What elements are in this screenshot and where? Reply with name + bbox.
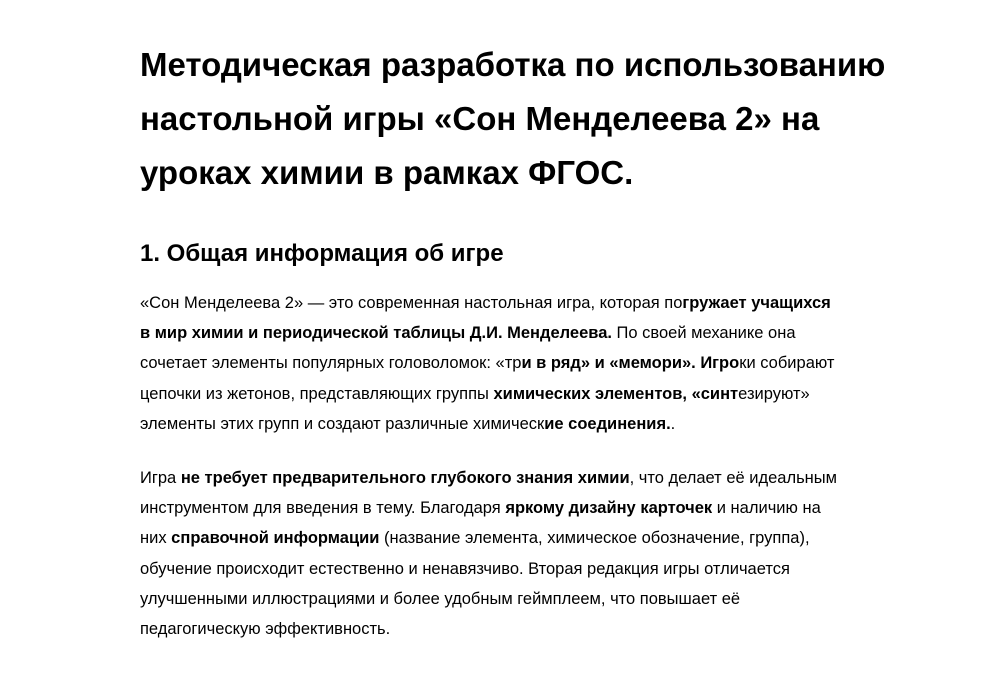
bold-run: справочной информации — [171, 529, 380, 548]
paragraph-line — [140, 318, 940, 348]
text-run: Игра — [140, 469, 181, 487]
bold-run: гружает учащихся — [682, 294, 831, 312]
text-run: инструментом для введения в тему. Благодаря — [140, 499, 506, 518]
bold-run: и в ряд» и «мемори». Игро — [521, 354, 740, 373]
title-line: Методическая разработка по использованию — [140, 46, 886, 83]
paragraph-line — [140, 493, 940, 523]
text-run: , что делает её идеальным — [629, 469, 837, 487]
text-run: ки собирают — [739, 354, 835, 373]
bold-run: в мир химии и периодической таблицы Д.И. Менделеева. — [140, 324, 612, 343]
text-run: элементы этих групп и создают различные химическ — [140, 414, 545, 433]
text-run: улучшенными иллюстрациями и более удобным геймплеем, что повышает её — [140, 589, 741, 608]
paragraph-line — [140, 379, 940, 409]
paragraph-line — [140, 348, 940, 378]
bold-run: не требует предварительного глубокого знания химии — [180, 469, 630, 487]
title-line: настольной игры «Сон Менделеева 2» на — [140, 100, 820, 137]
paragraph-line — [140, 554, 940, 584]
paragraph-line — [140, 409, 940, 439]
title-line: уроках химии в рамках ФГОС. — [140, 154, 634, 191]
text-run: цепочки из жетонов, представляющих группы — [140, 384, 494, 403]
paragraph-line — [140, 614, 940, 644]
text-run: «Сон Менделеева 2» — это современная настольная игра, которая по — [140, 294, 683, 312]
section-heading: 1. Общая информация об игре — [140, 240, 504, 267]
bold-run: ие соединения. — [544, 414, 671, 433]
text-run: педагогическую эффективность. — [140, 620, 391, 639]
text-run: (название элемента, химическое обозначение, группа), — [379, 529, 810, 548]
paragraph-2 — [140, 463, 940, 644]
bold-run: яркому дизайну карточек — [505, 499, 713, 518]
text-run: . — [670, 414, 676, 433]
document-title — [140, 38, 940, 200]
text-run: обучение происходит естественно и ненавязчиво. Вторая редакция игры отличается — [140, 559, 790, 578]
paragraph-line — [140, 584, 940, 614]
text-run: них — [140, 529, 172, 548]
paragraph-1 — [140, 288, 940, 439]
bold-run: химических элементов, «синт — [493, 384, 739, 403]
paragraph-line — [140, 463, 940, 493]
paragraph-line — [140, 288, 940, 318]
text-run: и наличию на — [712, 499, 821, 518]
paragraph-line — [140, 523, 940, 553]
text-run: сочетает элементы популярных головоломок: «тр — [140, 354, 522, 373]
text-run: езируют» — [738, 384, 810, 403]
text-run: По своей механике она — [611, 324, 796, 343]
